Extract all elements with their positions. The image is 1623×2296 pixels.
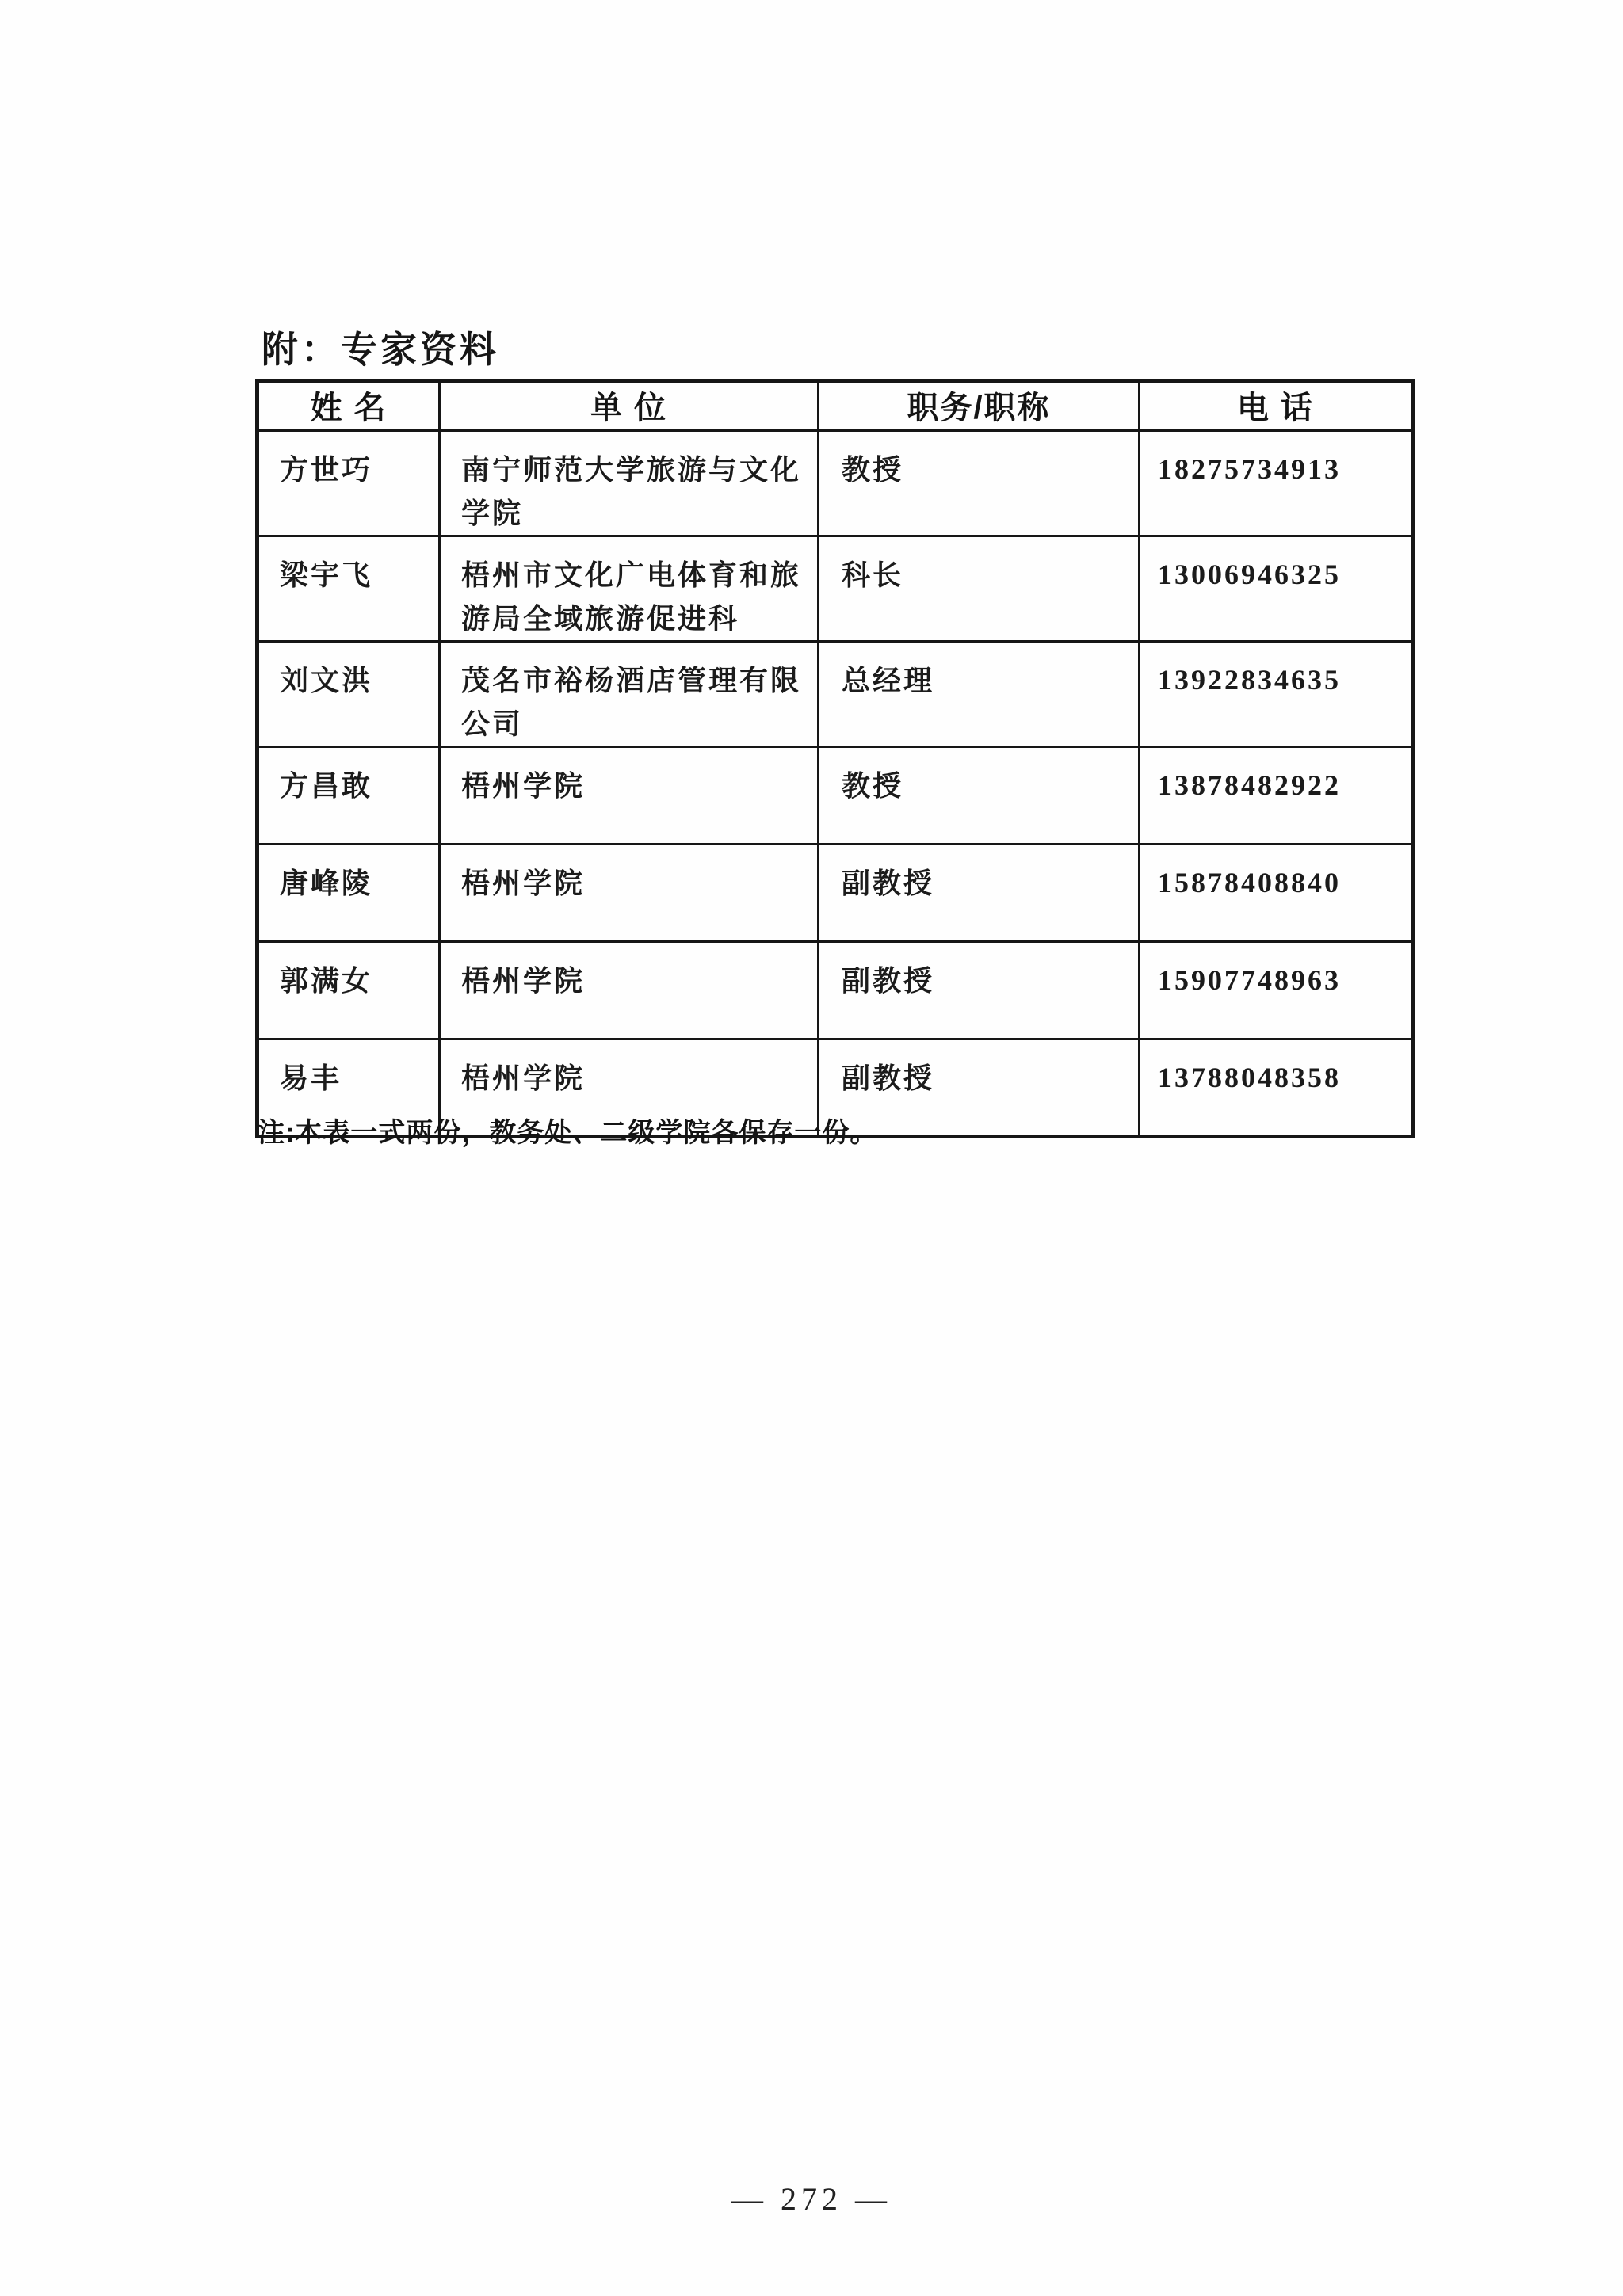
cell-title: 科长	[819, 536, 1140, 641]
header-name: 姓 名	[258, 381, 440, 430]
attachment-title: 附：专家资料	[262, 329, 499, 370]
cell-name: 梁宇飞	[258, 536, 440, 641]
cell-unit: 南宁师范大学旅游与文化学院	[440, 430, 819, 536]
cell-name: 方世巧	[258, 430, 440, 536]
table-row	[258, 536, 1413, 641]
table-row	[258, 844, 1413, 941]
cell-unit: 梧州学院	[440, 746, 819, 844]
cell-unit: 梧州学院	[440, 941, 819, 1039]
cell-name: 方昌敢	[258, 746, 440, 844]
cell-title: 副教授	[819, 844, 1140, 941]
cell-unit: 梧州学院	[440, 844, 819, 941]
cell-title: 总经理	[819, 641, 1140, 746]
cell-phone: 13788048358	[1140, 1039, 1413, 1136]
table-row	[258, 941, 1413, 1039]
cell-name: 唐峰陵	[258, 844, 440, 941]
table-row	[258, 641, 1413, 746]
footnote: 注:本表一式两份，教务处、二级学院各保存一份。	[258, 1118, 878, 1148]
cell-name: 郭满女	[258, 941, 440, 1039]
cell-title: 副教授	[819, 941, 1140, 1039]
cell-name: 刘文洪	[258, 641, 440, 746]
cell-unit: 梧州市文化广电体育和旅游局全域旅游促进科	[440, 536, 819, 641]
cell-phone: 15878408840	[1140, 844, 1413, 941]
cell-unit: 梧州学院	[440, 1039, 819, 1136]
header-title: 职务/职称	[819, 381, 1140, 430]
cell-title: 教授	[819, 430, 1140, 536]
cell-unit: 茂名市裕杨酒店管理有限公司	[440, 641, 819, 746]
table-row	[258, 430, 1413, 536]
cell-phone: 13922834635	[1140, 641, 1413, 746]
cell-phone: 15907748963	[1140, 941, 1413, 1039]
table-row	[258, 746, 1413, 844]
cell-phone: 13878482922	[1140, 746, 1413, 844]
experts-table	[255, 379, 1415, 1138]
cell-name: 易丰	[258, 1039, 440, 1136]
cell-phone: 13006946325	[1140, 536, 1413, 641]
cell-title: 教授	[819, 746, 1140, 844]
header-unit: 单 位	[440, 381, 819, 430]
cell-phone: 18275734913	[1140, 430, 1413, 536]
cell-title: 副教授	[819, 1039, 1140, 1136]
header-phone: 电 话	[1140, 381, 1413, 430]
table-header-row	[258, 381, 1413, 430]
page-number: — 272 —	[731, 2181, 892, 2217]
